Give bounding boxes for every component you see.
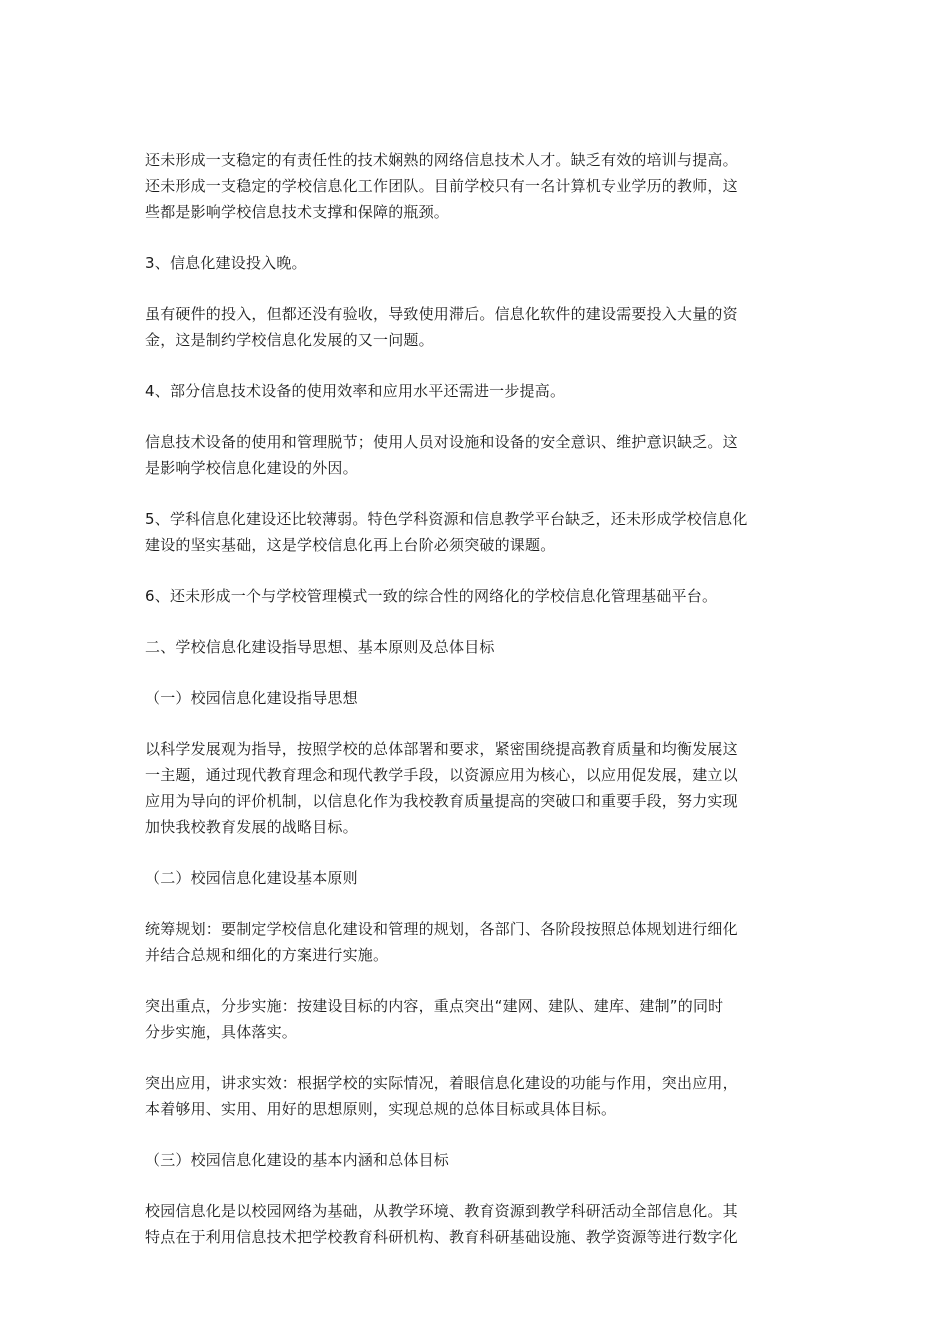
text-line: 金，这是制约学校信息化发展的又一问题。 (145, 331, 434, 349)
text-line: 建设的坚实基础，这是学校信息化再上台阶必须突破的课题。 (145, 536, 556, 554)
text-line: 还未形成一支稳定的学校信息化工作团队。目前学校只有一名计算机专业学历的教师，这 (145, 177, 738, 195)
text-line: 校园信息化是以校园网络为基础，从教学环境、教育资源到教学科研活动全部信息化。其 (145, 1202, 738, 1220)
text-line: 是影响学校信息化建设的外因。 (145, 459, 358, 477)
text-line: （三）校园信息化建设的基本内涵和总体目标 (145, 1151, 450, 1169)
text-line: 统筹规划：要制定学校信息化建设和管理的规划，各部门、各阶段按照总体规划进行细化 (145, 920, 738, 938)
section-heading (145, 634, 810, 660)
text-line: 二、学校信息化建设指导思想、基本原则及总体目标 (145, 638, 495, 656)
text-line: 突出重点，分步实施：按建设目标的内容，重点突出“建网、建队、建库、建制”的同时 (145, 997, 724, 1015)
text-line: 加快我校教育发展的战略目标。 (145, 818, 358, 836)
text-line: 还未形成一支稳定的有责任性的技术娴熟的网络信息技术人才。缺乏有效的培训与提高。 (145, 151, 738, 169)
numbered-item-4 (145, 378, 810, 404)
subsection-heading (145, 685, 810, 711)
subsection-heading (145, 865, 810, 891)
text-line: 些都是影响学校信息技术支撑和保障的瓶颈。 (145, 203, 450, 221)
text-line: 信息技术设备的使用和管理脱节；使用人员对设施和设备的安全意识、维护意识缺乏。这 (145, 433, 738, 451)
text-line: 一主题，通过现代教育理念和现代教学手段，以资源应用为核心，以应用促发展，建立以 (145, 766, 738, 784)
paragraph (145, 301, 810, 353)
text-line: （一）校园信息化建设指导思想 (145, 689, 358, 707)
document-body (145, 147, 810, 1275)
numbered-item-3 (145, 250, 810, 276)
numbered-item-6 (145, 583, 810, 609)
text-line: 3、信息化建设投入晚。 (145, 254, 307, 272)
text-line: 5、学科信息化建设还比较薄弱。特色学科资源和信息教学平台缺乏，还未形成学校信息化 (145, 510, 748, 528)
text-line: 虽有硬件的投入，但都还没有验收，导致使用滞后。信息化软件的建设需要投入大量的资 (145, 305, 738, 323)
paragraph (145, 993, 810, 1045)
paragraph (145, 147, 810, 225)
text-line: 应用为导向的评价机制，以信息化作为我校教育质量提高的突破口和重要手段，努力实现 (145, 792, 738, 810)
paragraph (145, 1198, 810, 1250)
text-line: （二）校园信息化建设基本原则 (145, 869, 358, 887)
text-line: 4、部分信息技术设备的使用效率和应用水平还需进一步提高。 (145, 382, 566, 400)
paragraph (145, 429, 810, 481)
text-line: 突出应用，讲求实效：根据学校的实际情况，着眼信息化建设的功能与作用，突出应用， (145, 1074, 738, 1092)
text-line: 分步实施，具体落实。 (145, 1023, 298, 1041)
subsection-heading (145, 1147, 810, 1173)
text-line: 本着够用、实用、用好的思想原则，实现总规的总体目标或具体目标。 (145, 1100, 617, 1118)
paragraph (145, 736, 810, 840)
paragraph (145, 916, 810, 968)
paragraph (145, 1070, 810, 1122)
text-line: 并结合总规和细化的方案进行实施。 (145, 946, 389, 964)
text-line: 特点在于利用信息技术把学校教育科研机构、教育科研基础设施、教学资源等进行数字化 (145, 1228, 738, 1246)
numbered-item-5 (145, 506, 810, 558)
text-line: 以科学发展观为指导，按照学校的总体部署和要求，紧密围绕提高教育质量和均衡发展这 (145, 740, 738, 758)
text-line: 6、还未形成一个与学校管理模式一致的综合性的网络化的学校信息化管理基础平台。 (145, 587, 718, 605)
